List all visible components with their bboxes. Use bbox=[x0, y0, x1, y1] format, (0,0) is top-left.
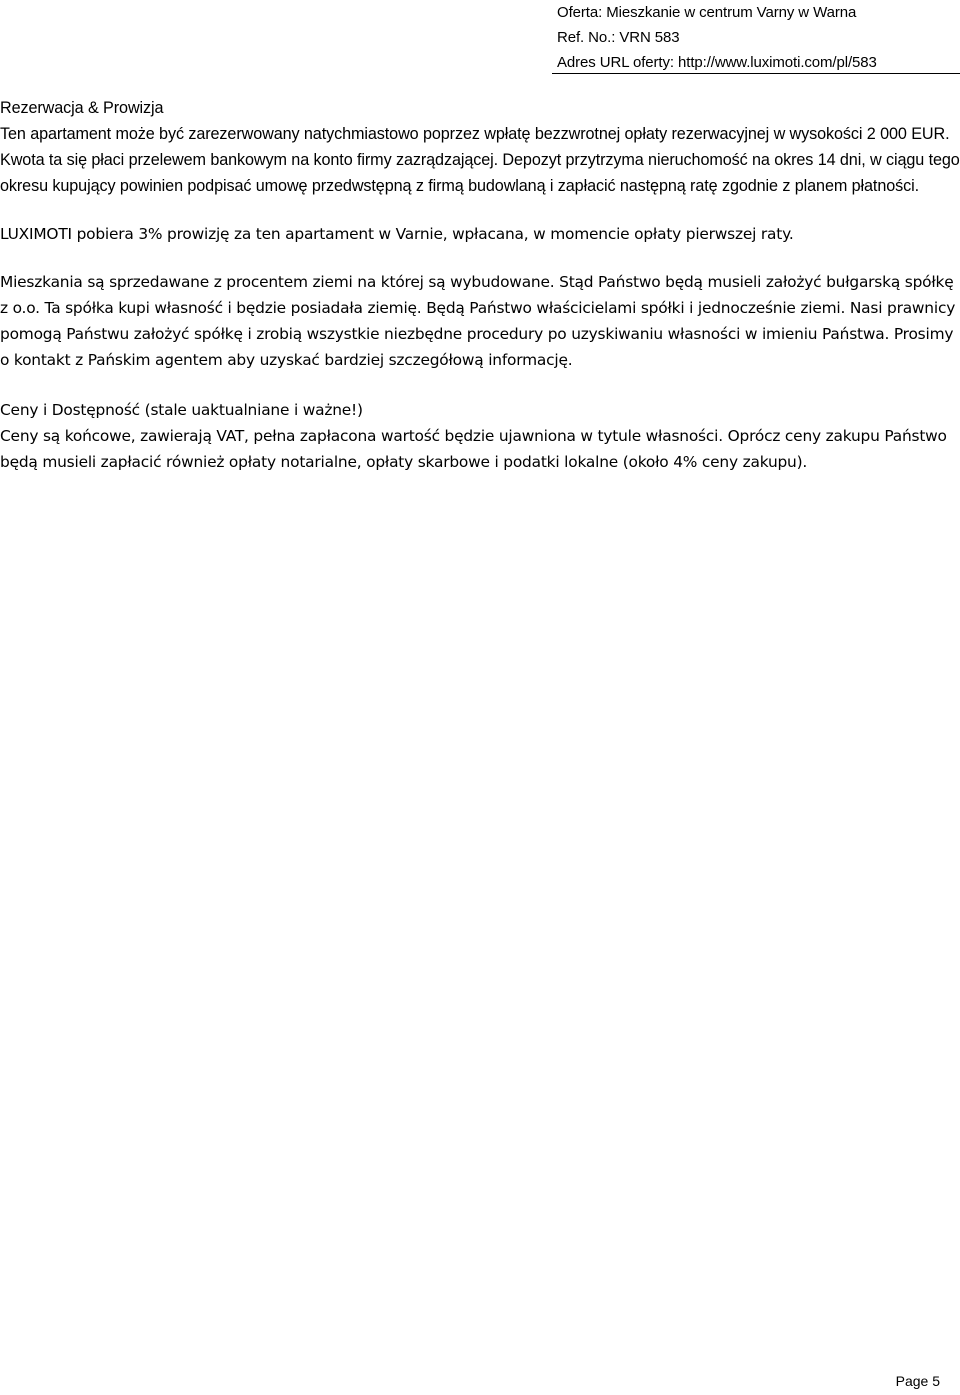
page-number: Page 5 bbox=[895, 1373, 940, 1389]
prices-section bbox=[0, 397, 960, 475]
offer-title: Oferta: Mieszkanie w centrum Varny w Warna bbox=[557, 4, 857, 21]
spacer bbox=[0, 247, 960, 269]
reservation-section bbox=[0, 95, 960, 199]
document-header bbox=[557, 0, 957, 75]
reservation-heading: Rezerwacja & Prowizja bbox=[0, 99, 164, 117]
header-divider bbox=[552, 73, 960, 74]
prices-heading: Ceny i Dostępność (stale uaktualniane i ważne!) bbox=[0, 401, 363, 419]
commission-note: LUXIMOTI pobiera 3% prowizję za ten apartament w Varnie, wpłacana, w momencie opłaty pierwszej raty. bbox=[0, 225, 794, 243]
offer-url: Adres URL oferty: http://www.luximoti.com/pl/583 bbox=[557, 54, 877, 71]
document-body bbox=[0, 95, 960, 475]
prices-body: Ceny są końcowe, zawierają VAT, pełna zapłacona wartość będzie ujawniona w tytule własności. Oprócz ceny zakupu Państwo będą musieli zapłacić również opłaty notarialne, opłaty skarbowe i podatki lokalne (około 4% ceny zakupu). bbox=[0, 427, 947, 471]
reservation-body: Ten apartament może być zarezerwowany natychmiastowo poprzez wpłatę bezzwrotnej opłaty rezerwacyjnej w wysokości 2 000 EUR. Kwota ta się płaci przelewem bankowym na konto firmy zazrądzającej. Depozyt przytrzyma nieruchomość na okres 14 dni, w ciągu tego okresu kupujący powinien podpisać umowę przedwstępną z firmą budowlaną i zapłacić następną ratę zgodnie z planem płatności. bbox=[0, 125, 960, 195]
land-ownership-note: Mieszkania są sprzedawane z procentem ziemi na której są wybudowane. Stąd Państwo będą musieli założyć bułgarską spółkę z o.o. Ta spółka kupi własność i będzie posiadała ziemię. Będą Państwo właścicielami spółki i jednocześnie ziemi. Nasi prawnicy pomogą Państwu założyć spółkę i zrobią wszystkie niezbędne procedury po uzyskiwaniu własności w imieniu Państwa. Prosimy o kontakt z Pańskim agentem aby uzyskać bardziej szczegółową informację. bbox=[0, 273, 956, 369]
reference-number: Ref. No.: VRN 583 bbox=[557, 29, 680, 46]
spacer bbox=[0, 199, 960, 221]
spacer bbox=[0, 373, 960, 397]
